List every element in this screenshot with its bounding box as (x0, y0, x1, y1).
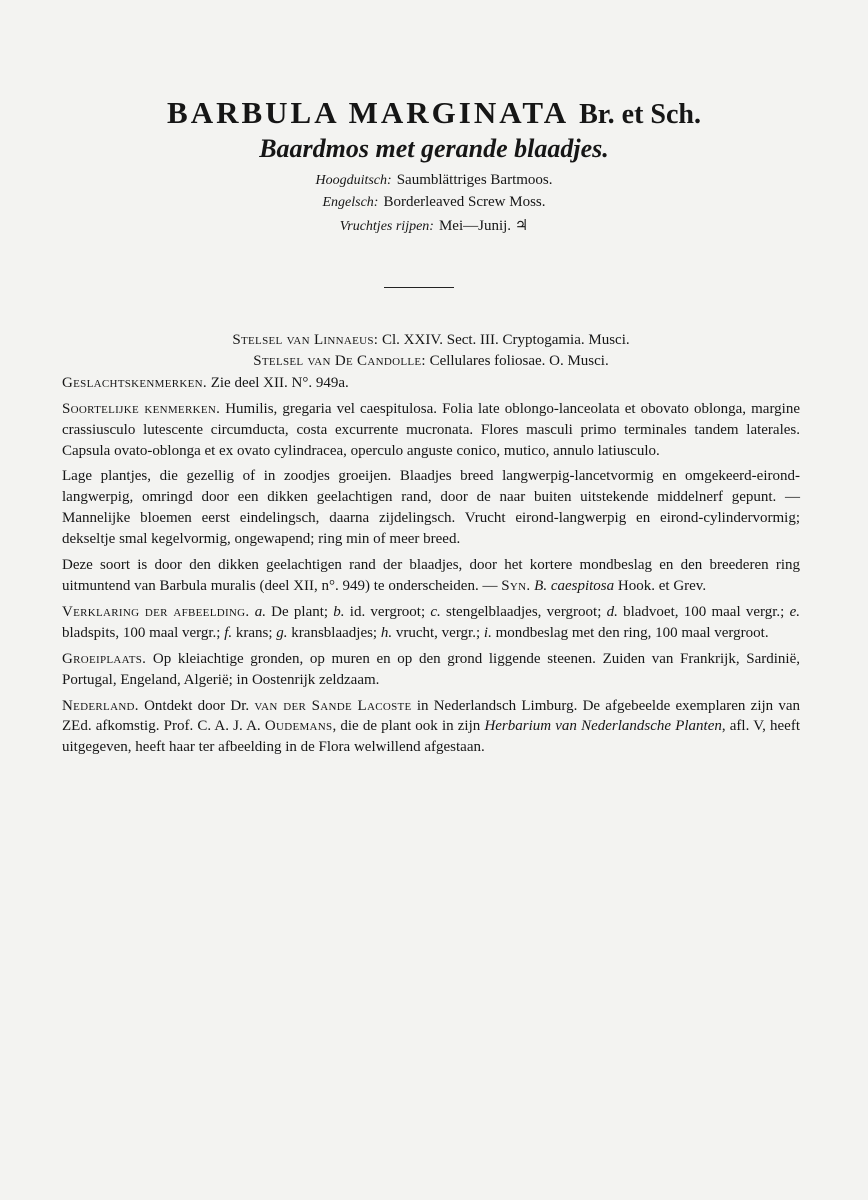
figure-text: stengelblaadjes, vergroot; (440, 603, 602, 620)
figure-text: krans; (232, 624, 273, 641)
netherlands-text-2: in Nederlandsch Limburg. De afgebeelde exemplaren zijn van ZEd. afkomstig. Prof. C. A. J. A. (62, 697, 801, 735)
netherlands-text-1: Ontdekt door Dr. (144, 697, 250, 714)
dutch-name: Baardmos met gerande blaadjes. (259, 134, 609, 163)
figure-item (333, 604, 425, 620)
species-author: Br. et Sch. (579, 99, 701, 130)
species-characters (62, 399, 800, 462)
divider (384, 287, 454, 288)
habitat-paragraph (62, 649, 800, 691)
figure-letter: g. (276, 624, 288, 641)
figure-letter: f. (224, 624, 233, 641)
netherlands-label: Nederland. (62, 697, 139, 714)
figure-item (276, 625, 377, 641)
english-name-line (0, 194, 868, 211)
figure-letter: c. (430, 603, 441, 620)
netherlands-text-4: , afl. V, heeft uitgegeven, heeft haar ter afbeelding in de Flora welwillend afgestaan. (62, 718, 800, 756)
figure-letter: h. (380, 624, 393, 641)
fruit-label: Vruchtjes rijpen: (339, 219, 434, 234)
person-name-2: Oudemans (264, 718, 333, 735)
figure-item (484, 625, 769, 641)
figure-item (430, 604, 601, 620)
figure-item (607, 604, 785, 620)
netherlands-text-3: , die de plant ook in zijn (332, 718, 481, 735)
linnaeus-system (62, 330, 800, 351)
candolle-system (62, 351, 800, 372)
figure-text: De plant; (265, 603, 329, 620)
species-text: Humilis, gregaria vel caespitulosa. Folia late oblongo-lanceolata et obovato oblonga, margine crassiusculo lutescente circumducta, costa excurrente mucronata. Flores masculi primo terminales tandem laterales. Capsula ovato-oblonga et ex ovato cylindracea, operculo anguste conico, mutico, annulo latiusculo. (62, 400, 800, 459)
english-label: Engelsch: (322, 195, 379, 210)
genus-label: Geslachtskenmerken. (62, 374, 207, 391)
figure-letter: e. (789, 603, 800, 620)
species-name: BARBULA MARGINATA (167, 95, 570, 130)
species-label: Soortelijke kenmerken. (62, 400, 221, 417)
figure-letter: b. (333, 603, 345, 620)
synonym-label: Syn. (501, 577, 531, 594)
candolle-label: Stelsel van De Candolle: (253, 352, 426, 369)
netherlands-paragraph (62, 696, 800, 759)
synonym-authors: Hook. et Grev. (617, 577, 707, 594)
comparison-paragraph (62, 555, 800, 597)
german-name-line (0, 172, 868, 189)
linnaeus-label: Stelsel van Linnaeus: (232, 332, 379, 348)
figure-explanation (62, 602, 800, 644)
english-value: Borderleaved Screw Moss. (383, 194, 546, 210)
linnaeus-value: Cl. XXIV. Sect. III. Cryptogamia. Musci. (382, 332, 630, 348)
figure-text: bladspits, 100 maal vergr.; (62, 624, 221, 641)
german-value: Saumblättriges Bartmoos. (396, 172, 553, 188)
document-body (62, 330, 800, 763)
comparison-text: Deze soort is door den dikken geelachtigen rand der blaadjes, door het kortere mondbeslag en den breederen ring uitmuntend van Barbula muralis (deel XII, n°. 949) te onderscheiden. — (62, 557, 800, 594)
figure-letter: i. (483, 624, 492, 641)
figure-item (224, 625, 272, 641)
genus-text: Zie deel XII. N°. 949a. (210, 374, 349, 391)
person-name-1: van der Sande Lacoste (254, 697, 412, 714)
genus-characters (62, 373, 800, 394)
figure-item (381, 625, 480, 641)
synonym-name: B. caespitosa (534, 577, 615, 594)
figure-text: id. vergroot; (344, 603, 426, 620)
figure-text: mondbeslag met den ring, 100 maal vergroot. (491, 624, 769, 641)
figure-text: vrucht, vergr.; (392, 624, 481, 641)
figure-letter: d. (606, 603, 618, 620)
figure-letter: a. (254, 603, 266, 620)
figure-text: kransblaadjes; (287, 624, 378, 641)
habitat-label: Groeiplaats. (62, 650, 147, 667)
figure-item (255, 604, 328, 620)
description-paragraph: Lage plantjes, die gezellig of in zoodjes groeijen. Blaadjes breed langwerpig-lancetvormig en omgekeerd-eirond-langwerpig, omringd door een dikken geelachtigen rand, door de naar buiten uitstekende middelnerf gepunt. — Mannelijke bloemen eerst eindelingsch, daarna zijdelingsch. Vrucht eirond-langwerpig en eirond-cylindervormig; dekseltje smal kegelvormig, ongewapend; ring min of meer breed. (62, 468, 800, 548)
german-label: Hoogduitsch: (315, 173, 392, 188)
figure-text: bladvoet, 100 maal vergr.; (617, 603, 785, 620)
habitat-text: Op kleiachtige gronden, op muren en op den grond liggende steenen. Zuiden van Frankrijk, Sardinië, Portugal, Engeland, Algerië; in Oostenrijk zeldzaam. (62, 650, 800, 688)
fruit-value: Mei—Junij. ♃ (438, 218, 529, 234)
fruiting-line (0, 216, 868, 235)
species-title (0, 95, 868, 131)
figure-label: Verklaring der afbeelding. (62, 603, 250, 620)
herbarium-title: Herbarium van Nederlandsche Planten (484, 718, 722, 735)
candolle-value: Cellulares foliosae. O. Musci. (429, 352, 609, 369)
